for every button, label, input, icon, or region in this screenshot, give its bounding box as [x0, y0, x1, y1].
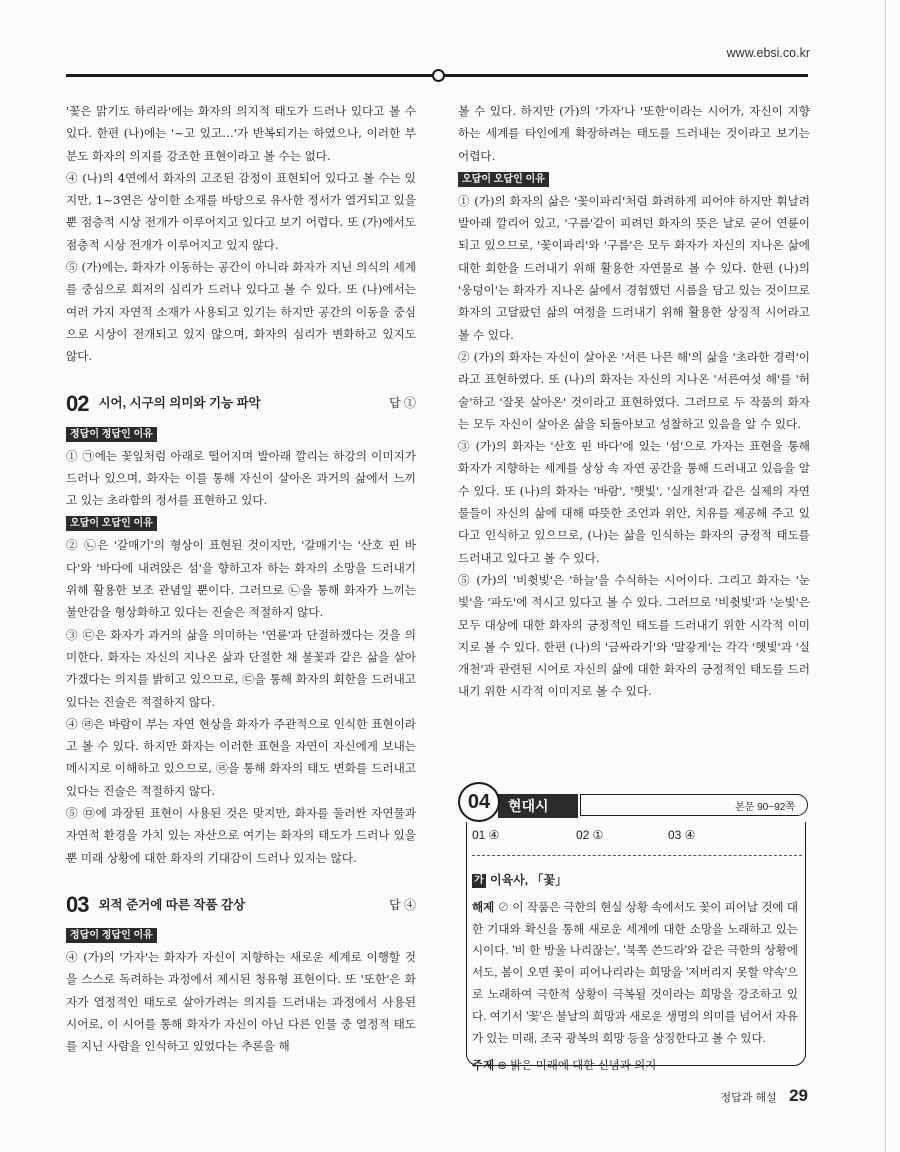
answer-item: 02 ① [576, 828, 604, 842]
paragraph: '꽃은 맑기도 하리라'에는 화자의 의지적 태도가 드러나 있다고 볼 수 있다. 한편 (나)에는 '~고 있고…'가 반복되기는 하였으나, 이러한 부분도 화자의 의지를 강조한 표현이라고 볼 수는 없다. [66, 104, 416, 163]
theme-icon: ⊛ [497, 1060, 511, 1073]
poem-title: 이육사, 「꽃」 [490, 873, 568, 887]
theme-paragraph [472, 1056, 798, 1078]
question-answer: 답 ① [389, 396, 416, 411]
right-column [458, 100, 810, 703]
section-04-header [458, 776, 810, 820]
paragraph: ⑤ (가)의 '비췻빛'은 '하늘'을 수식하는 시어이다. 그리고 화자는 '눈빛'을 '파도'에 적시고 있다고 볼 수 있다. 그러므로 '비췻빛'과 '눈빛'은 모두 대상에 대한 화자의 긍정적인 태도를 드러내기 위한 시각적 이미지로 볼 수 있다. 한편 (나)의 '금싸라기'와 '말갛게'는 각각 '햇빛'과 '실개천'과 관련된 시어로 자신의 삶에 대한 화자의 긍정적인 태도를 드러내기 위한 시각적 이미지로 볼 수 있다. [458, 572, 810, 699]
paragraph: ③ ㉢은 화자가 과거의 삶을 의미하는 '연륜'과 단절하겠다는 것을 의미한다. 화자는 자신의 지나온 삶과 단절한 채 불꽃과 같은 삶을 살아가겠다는 의지를 밝히고 있으므로, ㉢을 통해 화자의 회한을 드러내고 있다는 진술은 적절하지 않다. [66, 627, 416, 709]
section-title-bar [580, 794, 808, 816]
theme-label: 주제 [472, 1060, 495, 1073]
badge-correct-reason: 정답이 정답인 이유 [66, 928, 157, 943]
page-footer [720, 1086, 808, 1106]
badge-wrong-reason: 오답이 오답인 이유 [66, 516, 157, 531]
commentary-text: 이 작품은 극한의 현실 상황 속에서도 꽃이 피어날 것에 대한 기대와 확신을 통해 새로운 세계에 대한 소망을 노래하고 있는 시이다. '비 한 방울 나리잖는', '북쪽 쓴드라'와 같은 극한의 상황에서도, 봄이 오면 꽃이 피어나리라는 희망을 '저버리지 못할 약속'으로 노래하여 극한적 상황이 극복될 것이라는 희망을 강조하고 있다. 여기서 '꽃'은 불날의 희망과 새로운 생명의 의미를 넘어서 자유가 있는 미래, 조국 광복의 희망 등을 상징한다고 볼 수 있다. [472, 901, 798, 1045]
theme-text: 밝은 미래에 대한 신념과 의지 [510, 1060, 657, 1073]
poem-commentary [472, 870, 798, 1078]
dashed-divider [472, 855, 802, 856]
badge-wrong-reason: 오답이 오답인 이유 [458, 172, 549, 187]
question-03-heading [66, 893, 416, 917]
paragraph: ④ ㉣은 바람이 부는 자연 현상을 화자가 주관적으로 인식한 표현이라고 볼 수 있다. 하지만 화자는 이러한 표현을 자연이 자신에게 보내는 메시지로 이해하고 있으므로, ㉣을 통해 화자의 태도 변화를 드러내고 있다는 진술은 적절하지 않다. [66, 716, 416, 798]
question-02-heading [66, 392, 416, 416]
paragraph: ③ (가)의 화자는 '산호 핀 바다'에 있는 '섬'으로 가자는 표현을 통해 화자가 지향하는 세계를 상상 속 자연 공간을 통해 드러내고 있음을 알 수 있다. 또 (나)의 화자는 '바람', '햇빛', '실개천'과 같은 실제의 자연물들이 자신의 삶에 대해 따뜻한 조언과 위안, 치유를 제공해 주고 있다고 인식하고 있으므로, (나)는 삶을 인식하는 화자의 긍정적 태도를 드러내고 있다고 볼 수 있다. [458, 439, 810, 565]
badge-correct-reason: 정답이 정답인 이유 [66, 427, 157, 442]
question-title: 시어, 시구의 의미와 기능 파악 [98, 396, 261, 411]
paragraph: ⑤ (가)에는, 화자가 이동하는 공간이 아니라 화자가 지닌 의식의 세계를 중심으로 회저의 심리가 드러나 있다고 볼 수 있다. 또 (나)에서는 여러 가지 자연적 소재가 사용되고 있기는 하지만 공간의 이동을 중심으로 시상이 전개되고 있지 않으며, 화자의 심리가 변화하고 있지도 않다. [66, 260, 416, 364]
paragraph: ② ㉡은 '갈매기'의 형상이 표현된 것이지만, '갈매기'는 '산호 핀 바다'와 '바다에 내려앉은 섬'을 향하고자 하는 화자의 소망을 드러내기 위해 활용한 보조 관념일 뿐이다. 그러므로 ㉡을 통해 화자가 느끼는 불안감을 형상화하고 있다는 진술은 적절하지 않다. [66, 538, 416, 620]
right-edge-line [885, 0, 886, 1152]
poem-marker: 가 [472, 874, 486, 888]
paragraph: 볼 수 있다. 하지만 (가)의 '가자'나 '또한'이라는 시어가, 자신이 지향하는 세계를 타인에게 확장하려는 태도를 드러내는 것이라고 보기는 어렵다. [458, 104, 810, 163]
paragraph: ④ (나)의 4연에서 화자의 고조된 감정이 표현되어 있다고 볼 수는 있지만, 1~3연은 상이한 소재를 바탕으로 유사한 정서가 열거되고 있을 뿐 점층적 시상 전개가 이루어지고 있다고 보기 어렵다. 또 (가)에서도 점층적 시상 전개가 이루어지고 있지 않다. [66, 170, 416, 252]
poem-title-line [472, 870, 798, 892]
paragraph: ④ (가)의 '가자'는 화자가 자신이 지향하는 새로운 세계로 이행할 것을 스스로 독려하는 과정에서 제시된 청유형 표현이다. 또 '또한'은 화자가 열정적인 태도로 살아가려는 의지를 드러내는 과정에서 사용된 시어로, 이 시어를 통해 화자가 자신이 아닌 다른 인물 중 열정적 태도를 지닌 사람을 인식하고 있었다는 추론을 해 [66, 949, 416, 1054]
paragraph: ⑤ ㉤에 과장된 표현이 사용된 것은 맞지만, 화자를 둘러싼 자연물과 자연적 환경을 가치 있는 자산으로 여기는 화자의 태도가 드러나 있을 뿐 미래 상황에 대한 화자의 기대감이 드러나 있지는 않다. [66, 806, 416, 865]
commentary-label: 해제 [472, 901, 495, 914]
commentary-paragraph [472, 898, 798, 1051]
paragraph: ① (가)의 화자의 삶은 '꽃이파리'처럼 화려하게 피어야 하지만 휘날려 발아래 깔리어 있고, '구름'같이 피려던 화자의 뜻은 날로 굳어 연륜이 되고 있으므로, '꽃이파리'와 '구름'은 모두 화자가 자신의 지나온 삶에 대한 회한을 드러내기 위해 활용한 자연물로 볼 수 있다. 한편 (나)의 '웅덩이'는 화자가 지나온 삶에서 경험했던 시름을 담고 있는 것이므로 화자의 고달팠던 삶의 여정을 드러내기 위해 활용한 상징적 시어라고 볼 수 있다. [458, 193, 810, 342]
left-column [66, 100, 416, 1057]
site-url: www.ebsi.co.kr [726, 46, 810, 60]
paragraph: ② (가)의 화자는 자신이 살아온 '서른 나믄 해'의 삶을 '초라한 경력'이라고 표현하였다. 또 (나)의 화자는 자신의 지나온 '서른여섯 해'를 '허술'하고 '잘못 살아온' 것이라고 표현하였다. 그러므로 두 작품의 화자는 모두 자신이 살아온 삶을 되돌아보고 성찰하고 있음을 알 수 있다. [458, 349, 810, 431]
section-number-badge: 04 [458, 782, 500, 822]
question-answer: 답 ④ [389, 897, 416, 912]
commentary-icon: ⊘ [497, 901, 513, 914]
question-number: 02 [66, 390, 89, 416]
paragraph: ① ㉠에는 꽃잎처럼 아래로 떨어지며 발아래 깔리는 하강의 이미지가 드러나 있으며, 화자는 이를 통해 자신이 살아온 과거의 삶에서 느끼고 있는 초라함의 정서를 표현하고 있다. [66, 448, 416, 508]
answer-item: 03 ④ [668, 828, 696, 842]
question-number: 03 [66, 891, 89, 917]
footer-label: 정답과 해설 [720, 1092, 777, 1104]
question-title: 외적 준거에 따른 작품 감상 [98, 897, 246, 912]
page-reference: 본문 90~92쪽 [735, 802, 795, 813]
answer-item: 01 ④ [472, 828, 500, 842]
header-rule-dot [432, 69, 445, 82]
answer-row [472, 828, 802, 850]
section-title: 현대시 [498, 794, 578, 818]
page-number: 29 [789, 1086, 808, 1105]
